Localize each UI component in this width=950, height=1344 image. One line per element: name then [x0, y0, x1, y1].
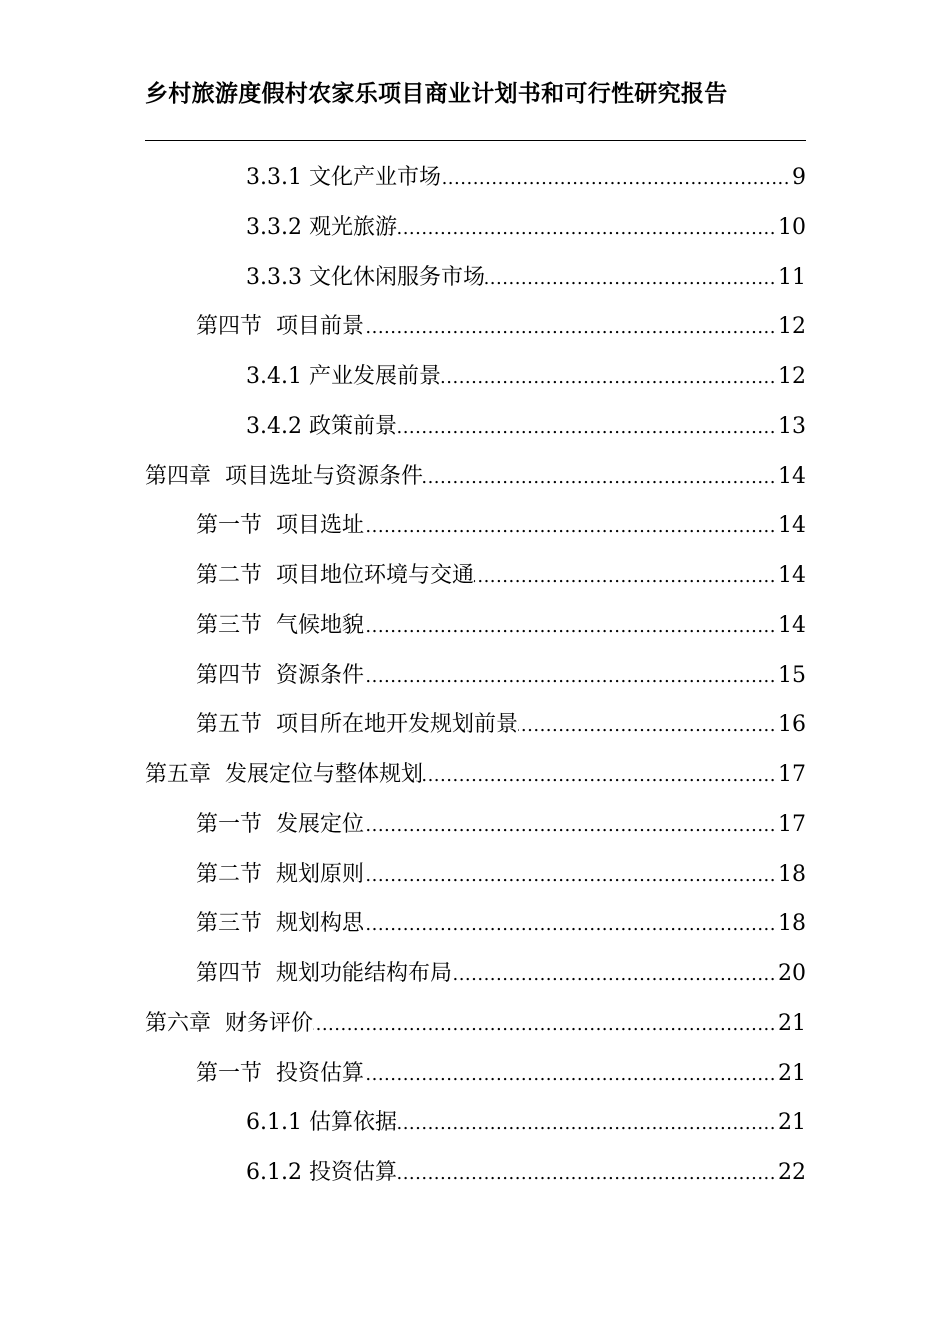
table-of-contents [145, 153, 806, 1198]
toc-page-number: 17 [778, 811, 806, 837]
toc-entry[interactable] [145, 352, 806, 402]
toc-entry[interactable] [145, 302, 806, 352]
toc-page-number: 21 [778, 1110, 806, 1136]
toc-entry-label: 第四章 项目选址与资源条件 [145, 463, 423, 489]
toc-entry[interactable] [145, 700, 806, 750]
toc-entry-label: 第一节 投资估算 [196, 1060, 364, 1086]
toc-entry-label: 第四节 规划功能结构布局 [196, 961, 452, 986]
toc-page-number: 13 [778, 413, 806, 439]
toc-entry[interactable] [145, 551, 806, 601]
toc-dot-leader [397, 403, 776, 452]
toc-entry-label: 第五节 项目所在地开发规划前景 [196, 712, 518, 738]
toc-dot-leader [397, 1149, 776, 1198]
toc-entry[interactable] [145, 750, 806, 800]
toc-entry-label: 3.3.2 观光旅游 [246, 214, 397, 240]
toc-dot-leader [452, 950, 776, 999]
toc-dot-leader [518, 701, 776, 750]
toc-page-number: 9 [792, 165, 806, 190]
toc-entry-label: 第四节 资源条件 [196, 662, 364, 688]
toc-page-number: 18 [778, 861, 806, 887]
toc-page-number: 14 [778, 463, 806, 489]
toc-entry-label: 第二节 规划原则 [196, 861, 364, 887]
toc-entry[interactable] [145, 1049, 806, 1099]
toc-page-number: 14 [778, 513, 806, 539]
toc-dot-leader [474, 552, 776, 601]
toc-page-number: 12 [778, 364, 806, 389]
toc-entry[interactable] [145, 452, 806, 502]
toc-dot-leader [364, 652, 776, 701]
toc-entry-label: 第六章 财务评价 [145, 1010, 313, 1036]
toc-dot-leader [397, 1099, 776, 1148]
toc-page-number: 21 [778, 1010, 806, 1036]
toc-entry[interactable] [145, 253, 806, 303]
toc-entry[interactable] [145, 949, 806, 999]
toc-page-number: 11 [778, 264, 806, 290]
toc-entry-label: 第三节 规划构思 [196, 911, 364, 937]
toc-entry-label: 6.1.1 估算依据 [246, 1110, 397, 1136]
toc-dot-leader [313, 1000, 776, 1049]
toc-entry-label: 第三节 气候地貌 [196, 612, 364, 638]
toc-entry-label: 3.4.1 产业发展前景 [246, 364, 441, 389]
toc-page-number: 17 [778, 762, 806, 787]
toc-dot-leader [485, 254, 776, 303]
toc-page-number: 18 [778, 911, 806, 937]
toc-dot-leader [423, 751, 776, 800]
toc-page-number: 15 [778, 662, 806, 688]
toc-dot-leader [441, 154, 790, 203]
toc-dot-leader [364, 602, 776, 651]
header-divider [145, 140, 806, 141]
toc-dot-leader [397, 204, 776, 253]
toc-entry[interactable] [145, 601, 806, 651]
toc-entry[interactable] [145, 501, 806, 551]
toc-entry-label: 6.1.2 投资估算 [246, 1160, 397, 1185]
toc-entry[interactable] [145, 850, 806, 900]
toc-entry-label: 3.4.2 政策前景 [246, 413, 397, 439]
toc-dot-leader [441, 353, 776, 402]
toc-entry[interactable] [145, 402, 806, 452]
toc-dot-leader [364, 502, 776, 551]
toc-page-number: 10 [778, 214, 806, 240]
toc-entry[interactable] [145, 899, 806, 949]
page-header-title: 乡村旅游度假村农家乐项目商业计划书和可行性研究报告 [145, 80, 728, 107]
toc-page-number: 14 [778, 563, 806, 588]
toc-page-number: 21 [778, 1060, 806, 1086]
toc-dot-leader [364, 851, 776, 900]
toc-entry-label: 第四节 项目前景 [196, 314, 364, 340]
toc-page-number: 22 [778, 1160, 806, 1185]
toc-entry-label: 第一节 发展定位 [196, 811, 364, 837]
toc-dot-leader [364, 900, 776, 949]
toc-dot-leader [364, 1050, 776, 1099]
toc-entry[interactable] [145, 1098, 806, 1148]
toc-entry-label: 3.3.1 文化产业市场 [246, 165, 441, 190]
toc-entry[interactable] [145, 203, 806, 253]
toc-entry[interactable] [145, 999, 806, 1049]
toc-entry-label: 第一节 项目选址 [196, 513, 364, 539]
toc-dot-leader [423, 453, 776, 502]
toc-entry[interactable] [145, 651, 806, 701]
toc-page-number: 20 [778, 961, 806, 986]
toc-entry[interactable] [145, 1148, 806, 1198]
toc-page-number: 16 [778, 712, 806, 738]
toc-entry-label: 第二节 项目地位环境与交通 [196, 563, 474, 588]
toc-entry[interactable] [145, 800, 806, 850]
toc-entry[interactable] [145, 153, 806, 203]
toc-dot-leader [364, 801, 776, 850]
toc-dot-leader [364, 303, 776, 352]
toc-page-number: 12 [778, 314, 806, 340]
toc-page-number: 14 [778, 612, 806, 638]
toc-entry-label: 第五章 发展定位与整体规划 [145, 762, 423, 787]
toc-entry-label: 3.3.3 文化休闲服务市场 [246, 264, 485, 290]
